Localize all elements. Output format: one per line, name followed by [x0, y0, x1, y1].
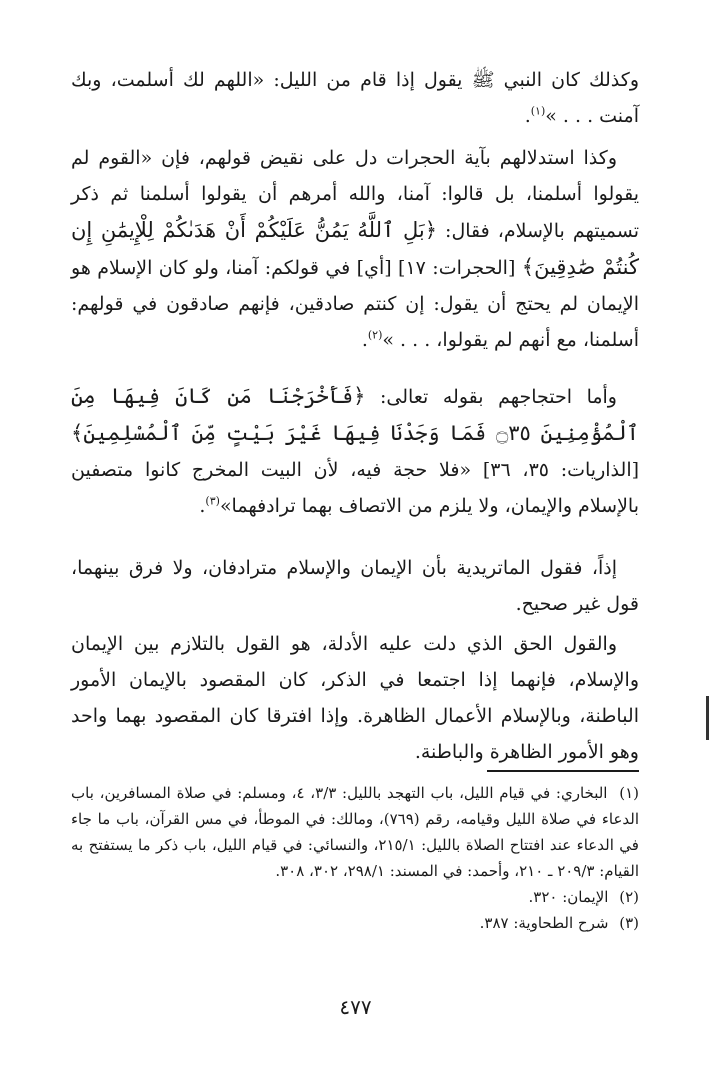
page-number: ٤٧٧	[339, 995, 372, 1019]
quran-verse-dhariyat: ﴿فَأَخْرَجْنَا مَن كَانَ فِيهَا مِنَ ٱلْمُؤْمِنِينَ ۝٣٥ فَمَا وَجَدْنَا فِيهَا غَيْرَ بَيْتٍ مِّنَ ٱلْمُسْلِمِينَ﴾	[71, 384, 639, 445]
footnotes	[71, 780, 639, 936]
page-edge-mark	[706, 696, 709, 740]
footnote-3	[71, 910, 639, 936]
paragraph-2-text-before: وكذا استدلالهم بآية الحجرات دل على نقيض قولهم، فإن «القوم لم يقولوا أسلمنا، بل قالوا: آمنا، والله أمرهم أن يقولوا أسلمنا ثم ذكر تسميتهم بالإسلام، فقال:	[71, 147, 639, 242]
paragraph-1-end: .	[524, 105, 531, 127]
footnote-separator	[487, 770, 639, 772]
paragraph-2	[71, 140, 639, 358]
paragraph-5-text: والقول الحق الذي دلت عليه الأدلة، هو القول بالتلازم بين الإيمان والإسلام، فإنهما إذا اجتمعا في الذكر، كان المقصود بالإيمان الأمور الباطنة، وبالإسلام الأعمال الظاهرة. وإذا افترقا كان المقصود بهما واحد وهو الأمور الظاهرة والباطنة.	[71, 633, 639, 763]
quran-verse-hujurat: ﴿بَلِ ٱللَّهُ يَمُنُّ عَلَيْكُمْ أَنْ هَدَىٰكُمْ لِلْإِيمَٰنِ إِن كُنتُمْ صَٰدِقِينَ﴾	[71, 218, 640, 279]
paragraph-2-end: .	[361, 329, 368, 351]
footnote-2	[71, 884, 639, 910]
paragraph-2-text-after: [الحجرات: ١٧] [أي] في قولكم: آمنا، ولو كان الإسلام هو الإيمان لم يحتج أن يقول: إن كنتم صادقين، فإنهم صادقون في قولهم: أسلمنا، مع أنهم لم يقولوا، . . . »	[71, 257, 639, 351]
paragraph-1	[71, 62, 639, 134]
paragraph-3-end: .	[199, 495, 206, 517]
footnote-1	[71, 780, 639, 884]
paragraph-4	[71, 550, 639, 622]
footnote-ref-2[interactable]: (٢)	[367, 328, 383, 342]
paragraph-3	[71, 378, 639, 524]
paragraph-3-text-before: وأما احتجاجهم بقوله تعالى:	[380, 386, 617, 408]
footnote-1-number: (١)	[619, 784, 639, 802]
footnote-ref-3[interactable]: (٣)	[205, 494, 220, 508]
footnote-2-number: (٢)	[619, 888, 639, 906]
paragraph-3-text-after: [الذاريات: ٣٥، ٣٦] «فلا حجة فيه، لأن البيت المخرج كانوا متصفين بالإسلام والإيمان، ولا يلزم من الاتصاف بهما ترادفهما»	[71, 459, 640, 517]
paragraph-5	[71, 626, 639, 770]
footnote-3-number: (٣)	[619, 914, 639, 932]
paragraph-4-text: إذاً، فقول الماتريدية بأن الإيمان والإسلام مترادفان، ولا فرق بينهما، قول غير صحيح.	[71, 557, 639, 615]
footnote-ref-1[interactable]: (١)	[530, 104, 546, 118]
paragraph-1-text: وكذلك كان النبي ﷺ يقول إذا قام من الليل: «اللهم لك أسلمت، وبك آمنت . . . »	[71, 69, 639, 127]
footnote-2-text: الإيمان: ٣٢٠.	[528, 888, 609, 906]
footnote-1-text: البخاري: في قيام الليل، باب التهجد بالليل: ٣/٣، ٤، ومسلم: في صلاة المسافرين، باب الدعاء في صلاة الليل وقيامه، رقم (٧٦٩)، ومالك: في الموطأ، في مس القرآن، باب ما جاء في الدعاء عند افتتاح الصلاة بالليل: ٢١٥/١، والنسائي: في قيام الليل، باب ذكر ما يستفتح به القيام: ٢٠٩/٣ ـ ٢١٠، وأحمد: في المسند: ٢٩٨/١، ٣٠٢، ٣٠٨.	[71, 784, 640, 880]
footnote-3-text: شرح الطحاوية: ٣٨٧.	[479, 914, 609, 932]
